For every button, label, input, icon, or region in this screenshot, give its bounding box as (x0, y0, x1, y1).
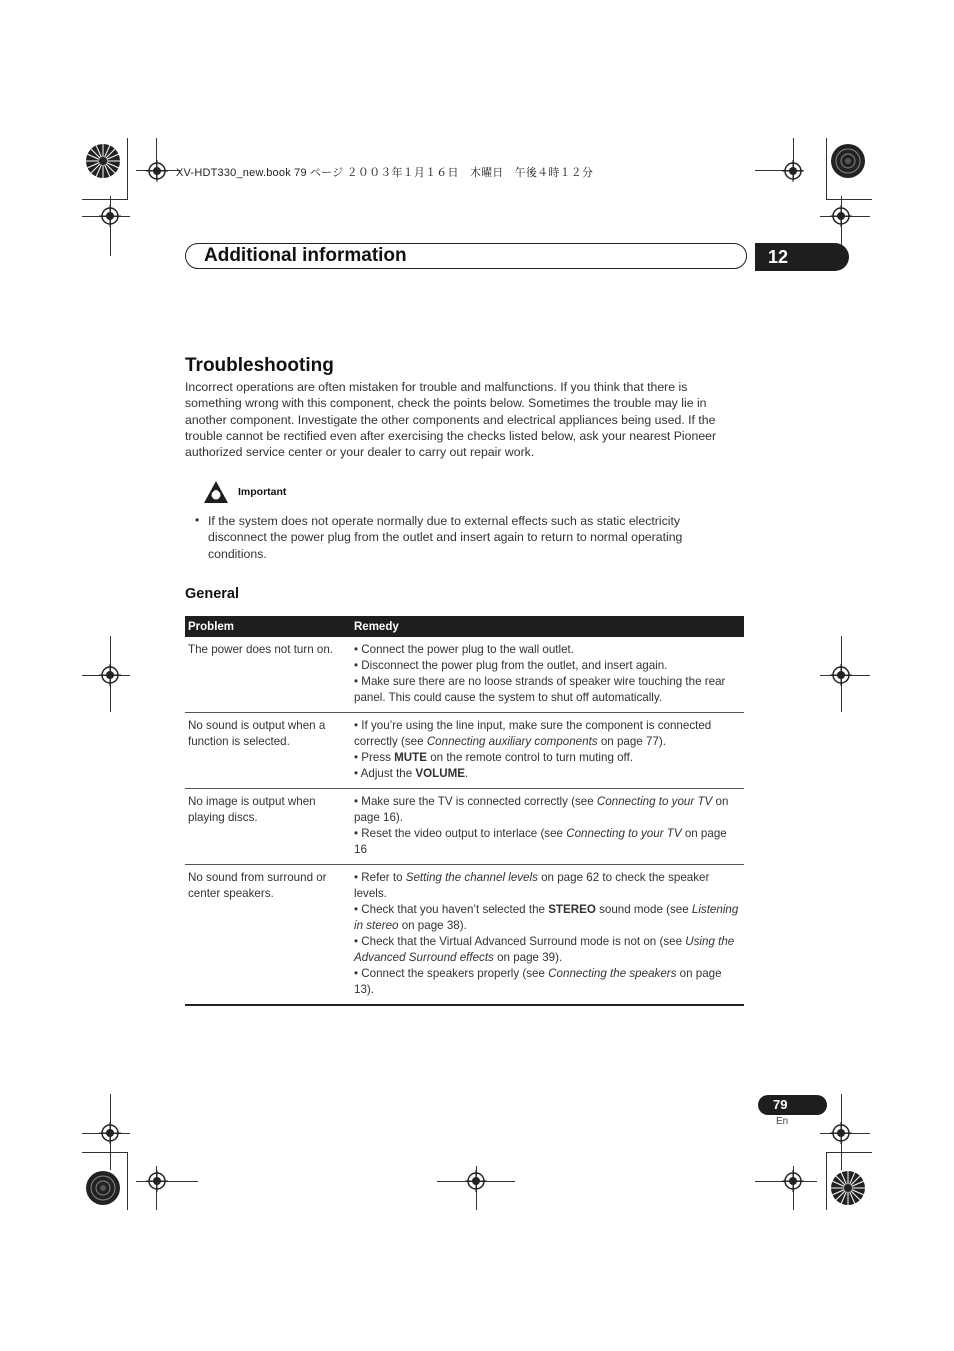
crop-line (82, 199, 128, 200)
registration-target-icon (99, 1122, 121, 1144)
remedy-text: • Check that the Virtual Advanced Surround mode is not on (see (354, 935, 686, 948)
chapter-badge: 12 (755, 243, 849, 271)
remedy-text: on page 39). (493, 951, 563, 964)
remedy-line: • Connect the power plug to the wall outlet. (354, 643, 574, 656)
intro-paragraph: Incorrect operations are often mistaken for trouble and malfunctions. If you think that there is something wrong with this component, check the points below. Sometimes the trouble may lie in another component. Investigate the other components and electrical appliances being used. If the trouble cannot be rectified even after exercising the checks listed below, ask your nearest Pioneer authorized service center or your dealer to carry out repair work. (185, 380, 717, 460)
remedy-text: . (465, 767, 469, 780)
crop-line (826, 1152, 872, 1153)
crop-line (127, 1152, 128, 1210)
remedy-text: • Check that you haven’t selected the (354, 903, 549, 916)
remedy-text: on page 16). (354, 795, 729, 824)
language-code: En (776, 1116, 789, 1127)
crop-line (826, 1152, 827, 1210)
cross-reference: Connecting the speakers (548, 967, 677, 980)
remedy-text: • Adjust the (354, 767, 416, 780)
registration-target-icon (782, 1170, 804, 1192)
print-info: XV-HDT330_new.book 79 ページ ２００３年１月１６日 木曜日 午後４時１２分 (176, 167, 594, 179)
remedy-text: on page 62 to check the speaker levels. (354, 871, 710, 900)
registration-target-icon (830, 664, 852, 686)
remedy-line (354, 902, 741, 934)
crop-line (82, 1152, 128, 1153)
table-row (185, 789, 744, 865)
page-number: 79 (758, 1095, 827, 1115)
remedy-text: • Connect the speakers properly (see (354, 967, 549, 980)
remedy-text: • Make sure the TV is connected correctly (see (354, 795, 597, 808)
warning-icon (203, 480, 229, 504)
remedy-cell (351, 637, 744, 713)
remedy-text: sound mode (see (595, 903, 692, 916)
registration-target-icon (830, 205, 852, 227)
remedy-line: • Disconnect the power plug from the outlet, and insert again. (354, 659, 668, 672)
cross-reference: Connecting auxiliary components (426, 735, 598, 748)
remedy-line (354, 718, 741, 750)
registration-target-icon (782, 160, 804, 182)
cross-reference: Setting the channel levels (405, 871, 538, 884)
header-title: Additional information (204, 245, 407, 266)
remedy-line (354, 766, 741, 782)
remedy-line: • Make sure there are no loose strands of speaker wire touching the rear panel. This could cause the system to shut off automatically. (354, 675, 726, 704)
problem-cell: No image is output when playing discs. (185, 789, 351, 865)
problem-cell: The power does not turn on. (185, 637, 351, 713)
registration-target-icon (99, 664, 121, 686)
remedy-cell (351, 789, 744, 865)
column-header-remedy: Remedy (351, 616, 744, 637)
button-name: VOLUME (415, 767, 466, 780)
remedy-text: • Refer to (354, 871, 406, 884)
cross-reference: Connecting to your TV (596, 795, 713, 808)
concentric-wheel-icon (85, 1170, 121, 1206)
remedy-line (354, 934, 741, 966)
column-header-problem: Problem (185, 616, 351, 637)
general-title: General (185, 586, 239, 602)
remedy-text: • Reset the video output to interlace (see (354, 827, 567, 840)
table-row (185, 713, 744, 789)
section-title: Troubleshooting (185, 355, 334, 376)
registration-target-icon (465, 1170, 487, 1192)
important-label: Important (238, 486, 287, 498)
starburst-wheel-icon (85, 143, 121, 179)
bullet-icon: • (195, 513, 200, 527)
remedy-cell (351, 865, 744, 1006)
problem-cell: No sound is output when a function is selected. (185, 713, 351, 789)
registration-target-icon (146, 160, 168, 182)
cross-reference: Connecting to your TV (566, 827, 682, 840)
starburst-wheel-icon (830, 1170, 866, 1206)
cross-reference: Using the Advanced Surround effects (354, 935, 735, 964)
remedy-text: on the remote control to turn muting off. (427, 751, 634, 764)
registration-target-icon (99, 205, 121, 227)
remedy-line (354, 826, 741, 858)
remedy-line (354, 966, 741, 998)
remedy-line (354, 750, 741, 766)
cross-reference: Listening in stereo (354, 903, 739, 932)
table-row (185, 637, 744, 713)
table-row (185, 865, 744, 1006)
concentric-wheel-icon (830, 143, 866, 179)
remedy-cell (351, 713, 744, 789)
crop-line (127, 138, 128, 200)
registration-target-icon (146, 1170, 168, 1192)
table-header-row (185, 616, 744, 637)
remedy-text: • Press (354, 751, 395, 764)
remedy-text: on page 13). (354, 967, 722, 996)
remedy-text: • If you’re using the line input, make sure the component is connected correctly (see (354, 719, 712, 748)
remedy-text: on page 38). (398, 919, 467, 932)
remedy-text: on page 77). (597, 735, 666, 748)
remedy-line (354, 870, 741, 902)
mode-name: STEREO (548, 903, 596, 916)
troubleshooting-table (185, 616, 744, 1006)
button-name: MUTE (394, 751, 427, 764)
registration-target-icon (830, 1122, 852, 1144)
crop-line (826, 138, 827, 200)
crop-line (826, 199, 872, 200)
remedy-text: on page 16 (354, 827, 727, 856)
problem-cell: No sound from surround or center speakers. (185, 865, 351, 1006)
important-bullet-text: If the system does not operate normally due to external effects such as static electricity disconnect the power plug from the outlet and insert again to return to normal operating conditions. (208, 514, 683, 561)
remedy-line (354, 794, 741, 826)
